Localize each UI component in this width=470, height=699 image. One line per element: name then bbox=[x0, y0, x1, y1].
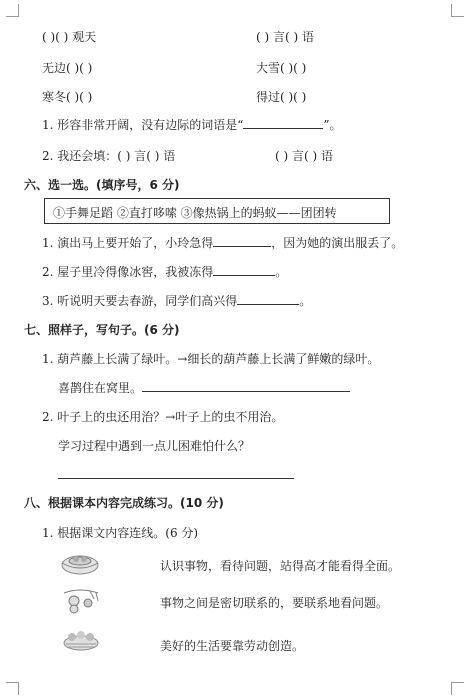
question-number: 2. bbox=[42, 265, 54, 279]
sec6-question-2 bbox=[42, 263, 287, 280]
question-number: 2. bbox=[42, 410, 54, 424]
sec7-question-2 bbox=[42, 408, 283, 425]
idiom-fill-4: 大雪( )( ) bbox=[256, 61, 307, 75]
question-text: 我还会填：( ) 言( ) 语 bbox=[57, 149, 176, 163]
idiom-fill-2: ( ) 言( ) 语 bbox=[256, 30, 314, 44]
frog-in-well-icon bbox=[58, 547, 102, 577]
answer-blank[interactable] bbox=[237, 293, 299, 305]
corner-mark-top-right bbox=[451, 4, 464, 17]
lesson-meaning-3[interactable]: 美好的生活要靠劳动创造。 bbox=[160, 639, 305, 653]
question-number: 1. bbox=[42, 352, 54, 366]
answer-blank[interactable] bbox=[243, 117, 323, 129]
lesson-meaning-2[interactable]: 事物之间是密切联系的，要联系地看问题。 bbox=[160, 596, 389, 610]
answer-blank[interactable] bbox=[213, 264, 275, 276]
corner-mark-bottom-left bbox=[6, 682, 19, 695]
gourd-vine-icon bbox=[60, 587, 102, 615]
options-box bbox=[44, 198, 390, 224]
question-number: 3. bbox=[42, 294, 54, 308]
question-text: 根据课文内容连线。(6 分) bbox=[57, 526, 199, 540]
sec7-q1-prompt bbox=[58, 379, 350, 396]
corner-mark-bottom-right bbox=[451, 682, 464, 695]
section-6-title: 六、选一选。(填序号，6 分) bbox=[24, 178, 180, 192]
idiom-fill-5: 寒冬( )( ) bbox=[42, 90, 93, 104]
sec6-question-3 bbox=[42, 292, 311, 309]
lesson-meaning-1[interactable]: 认识事物，看待问题，站得高才能看得全面。 bbox=[160, 559, 401, 573]
question-text: 葫芦藤上长满了绿叶。→细长的葫芦藤上长满了鲜嫩的绿叶。 bbox=[57, 352, 380, 366]
answer-line[interactable] bbox=[58, 464, 294, 479]
question-1 bbox=[42, 116, 342, 133]
question-text: 屋子里冷得像冰窖，我被冻得 bbox=[57, 265, 214, 279]
question-text-end: 。 bbox=[299, 294, 312, 308]
prompt-text: 喜鹊住在窝里。 bbox=[58, 381, 143, 395]
bird-nest-icon bbox=[60, 627, 102, 653]
sec7-q2-prompt: 学习过程中遇到一点儿困难怕什么？ bbox=[58, 439, 251, 453]
question-text: 形容非常开阔，没有边际的词语是“ bbox=[57, 118, 244, 132]
options-text: ①手舞足蹈 ②直打哆嗦 ③像热锅上的蚂蚁——团团转 bbox=[53, 206, 337, 220]
idiom-fill-3: 无边( )( ) bbox=[42, 61, 93, 75]
question-text: 听说明天要去春游，同学们高兴得 bbox=[57, 294, 238, 308]
question-number: 1. bbox=[42, 526, 54, 540]
answer-line[interactable] bbox=[142, 380, 350, 392]
section-7-title: 七、照样子，写句子。(6 分) bbox=[24, 323, 180, 337]
question-text: 叶子上的虫还用治？→叶子上的虫不用治。 bbox=[57, 410, 284, 424]
idiom-fill-1: ( )( ) 观天 bbox=[42, 30, 97, 44]
question-text-end: 。 bbox=[275, 265, 288, 279]
question-number: 1. bbox=[42, 236, 54, 250]
question-2 bbox=[42, 147, 175, 164]
question-2-second-blank: ( ) 言( ) 语 bbox=[275, 149, 333, 163]
corner-mark-top-left bbox=[6, 4, 19, 17]
answer-blank[interactable] bbox=[213, 235, 271, 247]
question-text: 演出马上要开始了，小玲急得 bbox=[57, 236, 214, 250]
sec8-question-1 bbox=[42, 524, 198, 541]
sec7-question-1 bbox=[42, 350, 379, 367]
sec6-question-1 bbox=[42, 234, 403, 251]
question-number: 2. bbox=[42, 149, 54, 163]
question-text-end: ，因为她的演出服丢了。 bbox=[271, 236, 404, 250]
question-text-end: ”。 bbox=[323, 118, 342, 132]
question-number: 1. bbox=[42, 118, 54, 132]
idiom-fill-6: 得过( )( ) bbox=[256, 90, 307, 104]
section-8-title: 八、根据课本内容完成练习。(10 分) bbox=[24, 496, 224, 510]
